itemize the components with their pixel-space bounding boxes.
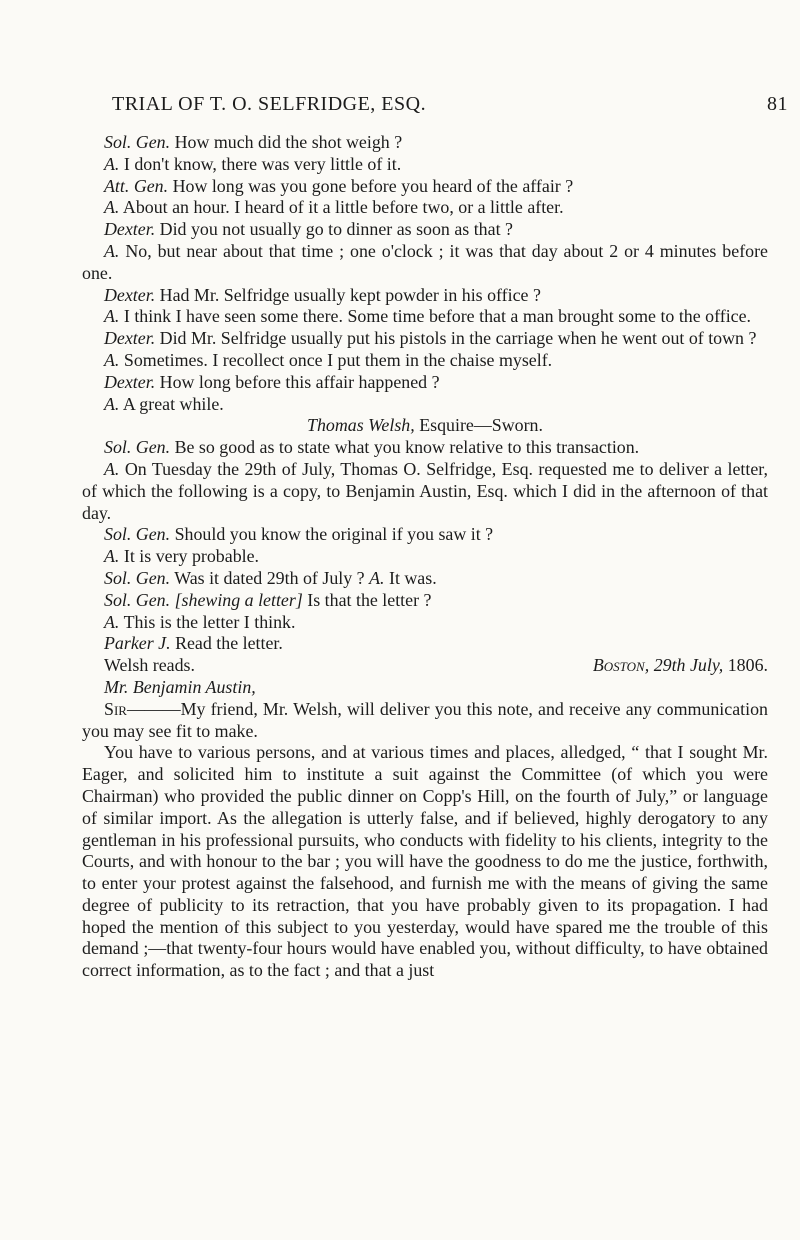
speaker: A. xyxy=(104,306,120,327)
letter-addressee xyxy=(82,677,768,699)
testimony-line xyxy=(82,241,768,285)
letter-place: Boston, xyxy=(592,655,650,676)
testimony-line xyxy=(82,590,768,612)
page-body xyxy=(82,132,768,982)
testimony-line xyxy=(82,306,768,328)
testimony-line xyxy=(82,459,768,524)
testimony-line xyxy=(82,394,768,416)
testimony-line xyxy=(82,372,768,394)
testimony-block-1 xyxy=(82,132,768,415)
line-text: It was. xyxy=(388,567,437,588)
speaker: A. xyxy=(104,458,120,479)
speaker: Dexter. xyxy=(104,371,156,392)
testimony-line xyxy=(82,633,768,655)
speaker: A. xyxy=(104,153,120,174)
line-text: Did you not usually go to dinner as soon as that ? xyxy=(159,219,513,240)
witness-name: Thomas Welsh, xyxy=(307,415,415,436)
line-text: About an hour. I heard of it a little before two, or a little after. xyxy=(122,197,564,218)
speaker: A. xyxy=(104,349,120,370)
speaker: A. xyxy=(104,546,120,567)
testimony-line xyxy=(82,197,768,219)
speaker: Dexter. xyxy=(104,219,156,240)
speaker: A. xyxy=(104,197,120,218)
speaker: Sol. Gen. xyxy=(104,589,171,610)
line-text: Read the letter. xyxy=(175,633,283,654)
testimony-line xyxy=(82,219,768,241)
testimony-line xyxy=(82,612,768,634)
letter-reading-line xyxy=(82,655,768,677)
letter-date: 29th July, xyxy=(653,655,724,676)
speaker: Parker J. xyxy=(104,633,171,654)
speaker: A. xyxy=(104,611,120,632)
testimony-line xyxy=(82,328,768,350)
line-text: I don't know, there was very little of it. xyxy=(123,153,402,174)
speaker: Sol. Gen. xyxy=(104,567,171,588)
line-text: How long was you gone before you heard of the affair ? xyxy=(172,175,574,196)
line-text: Did Mr. Selfridge usually put his pistols in the carriage when he went out of town ? xyxy=(159,328,757,349)
testimony-line xyxy=(82,350,768,372)
letter-body: You have to various persons, and at various times and places, alledged, “ that I sought Mr. Eager, and solicited him to institute a suit against the Committee (of which you were Chairman) who provided the public dinner on Copp's Hill, on the fourth of July,” or language of similar import. As the allegation is utterly false, and if believed, highly derogatory to any gentleman in his professional pursuits, who conducts with fidelity to his clients, integrity to the Courts, and with honour to the bar ; you will have the goodness to do me the justice, forthwith, to enter your protest against the falsehood, and furnish me with the means of giving the same degree of publicity to its retraction, that you have probably given to its propagation. I had hoped the mention of this subject to you yesterday, would have spared me the trouble of this demand ;—that twenty-four hours would have enabled you, without difficulty, to have obtained correct information, as to the fact ; and that a just xyxy=(82,742,768,981)
speaker: A. xyxy=(104,393,120,414)
line-text: I think I have seen some there. Some time before that a man brought some to the office. xyxy=(123,306,752,327)
speaker: Sol. Gen. xyxy=(104,437,171,458)
speaker: A. xyxy=(369,567,385,588)
testimony-line xyxy=(82,176,768,198)
line-text: Sometimes. I recollect once I put them in the chaise myself. xyxy=(123,349,553,370)
testimony-line xyxy=(82,546,768,568)
line-text: Is that the letter ? xyxy=(307,589,432,610)
reader-line: Welsh reads. xyxy=(104,655,195,676)
line-text: Was it dated 29th of July ? xyxy=(174,567,365,588)
line-text: On Tuesday the 29th of July, Thomas O. Selfridge, Esq. requested me to deliver a letter, of which the following is a copy, to Benjamin Austin, Esq. which I did in the afternoon of that day. xyxy=(82,458,768,523)
testimony-line xyxy=(82,154,768,176)
line-text: It is very probable. xyxy=(123,546,260,567)
testimony-line xyxy=(82,524,768,546)
witness-heading xyxy=(82,415,768,437)
letter-opening-text: My friend, Mr. Welsh, will deliver you this note, and receive any communication you may see fit to make. xyxy=(82,698,768,741)
testimony-line xyxy=(82,132,768,154)
letter-year: 1806. xyxy=(727,655,768,676)
line-text: How long before this affair happened ? xyxy=(159,371,440,392)
salutation: Sir xyxy=(104,698,127,719)
speaker: A. xyxy=(104,240,120,261)
speaker: Dexter. xyxy=(104,284,156,305)
testimony-line xyxy=(82,285,768,307)
line-text: This is the letter I think. xyxy=(123,611,296,632)
letter-opening xyxy=(82,699,768,743)
line-text: Be so good as to state what you know relative to this transaction. xyxy=(174,437,640,458)
stage-note: [shewing a letter] xyxy=(174,589,303,610)
speaker: Att. Gen. xyxy=(104,175,169,196)
letter-dateline xyxy=(571,655,768,677)
testimony-block-2 xyxy=(82,437,768,568)
speaker: Sol. Gen. xyxy=(104,524,171,545)
testimony-line xyxy=(82,568,768,590)
salutation-dash: ——— xyxy=(126,698,181,719)
testimony-line xyxy=(82,437,768,459)
line-text: A great while. xyxy=(122,393,224,414)
witness-sworn: Esquire—Sworn. xyxy=(419,415,543,436)
speaker: Dexter. xyxy=(104,328,156,349)
speaker: Sol. Gen. xyxy=(104,132,171,152)
line-text: Had Mr. Selfridge usually kept powder in his office ? xyxy=(159,284,541,305)
line-text: No, but near about that time ; one o'clock ; it was that day about 2 or 4 minutes before one. xyxy=(82,240,768,283)
line-text: Should you know the original if you saw it ? xyxy=(174,524,494,545)
running-title: TRIAL OF T. O. SELFRIDGE, ESQ. xyxy=(112,93,427,115)
addressee-name: Mr. Benjamin Austin, xyxy=(104,676,256,697)
page-number: 81 xyxy=(767,93,788,115)
line-text: How much did the shot weigh ? xyxy=(174,132,403,152)
